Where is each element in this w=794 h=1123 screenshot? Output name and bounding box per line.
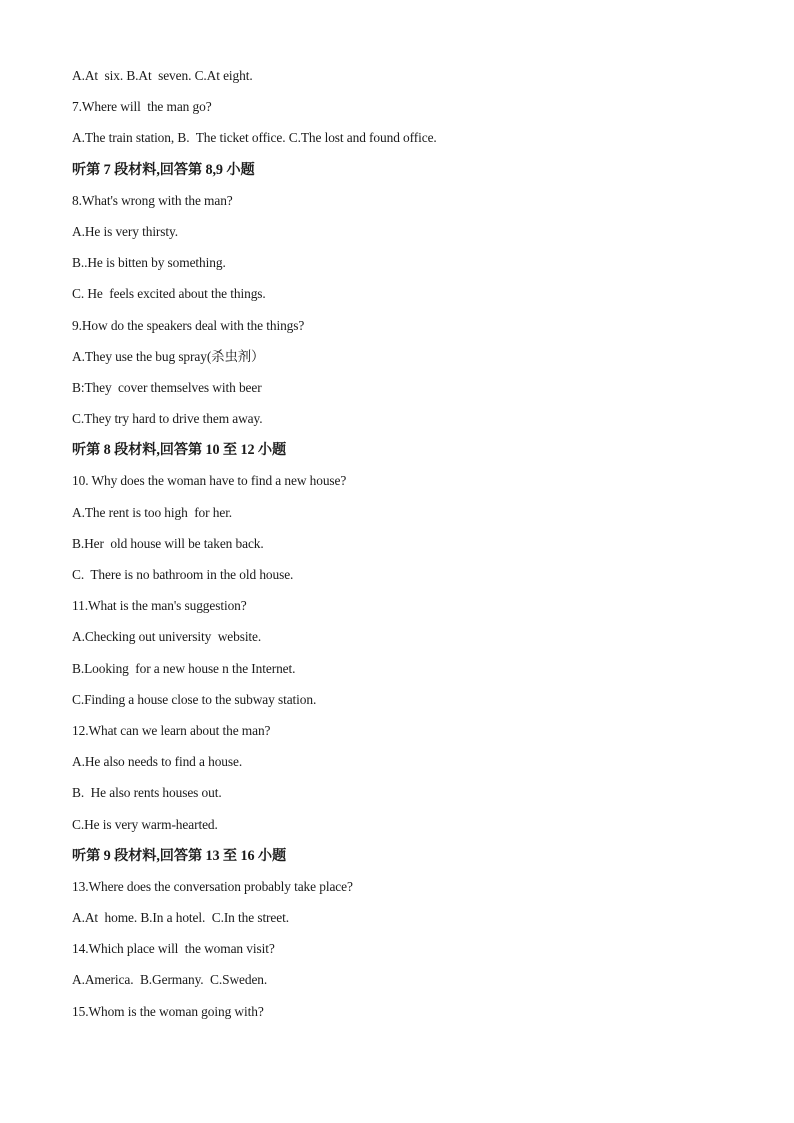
question-9: 9.How do the speakers deal with the things? [72,317,305,333]
question-11: 11.What is the man's suggestion? [72,598,247,614]
option-q12-b: B. He also rents houses out. [72,785,222,801]
option-q6: A.At six. B.At seven. C.At eight. [72,68,253,83]
option-q11-c: C.Finding a house close to the subway station. [72,691,317,707]
document-page [72,66,732,1033]
option-q14: A.America. B.Germany. C.Sweden. [72,972,268,988]
question-12: 12.What can we learn about the man? [72,722,271,738]
option-q9-a: A.They use the bug spray(杀虫剂） [72,348,265,364]
section-heading-9: 听第 9 段材料,回答第 13 至 16 小题 [72,847,287,864]
option-q12-c: C.He is very warm-hearted. [72,816,218,832]
option-q9-c: C.They try hard to drive them away. [72,411,263,427]
option-q7: A.The train station, B. The ticket office. C.The lost and found office. [72,130,437,146]
option-q8-a: A.He is very thirsty. [72,223,178,239]
section-heading-8: 听第 8 段材料,回答第 10 至 12 小题 [72,442,287,459]
option-q8-b: B..He is bitten by something. [72,255,226,271]
option-q11-a: A.Checking out university website. [72,629,262,645]
option-q11-b: B.Looking for a new house n the Internet. [72,660,296,676]
option-q13: A.At home. B.In a hotel. C.In the street. [72,910,289,926]
option-q12-a: A.He also needs to find a house. [72,754,243,770]
question-10: 10. Why does the woman have to find a new house? [72,473,347,489]
question-14: 14.Which place will the woman visit? [72,941,275,957]
option-q9-b: B:They cover themselves with beer [72,379,262,395]
question-8: 8.What's wrong with the man? [72,192,233,208]
option-q8-c: C. He feels excited about the things. [72,286,266,302]
option-q10-c: C. There is no bathroom in the old house. [72,567,294,582]
section-heading-7: 听第 7 段材料,回答第 8,9 小题 [72,161,255,178]
question-7: 7.Where will the man go? [72,99,212,115]
question-13: 13.Where does the conversation probably take place? [72,878,353,894]
question-15: 15.Whom is the woman going with? [72,1003,264,1019]
option-q10-b: B.Her old house will be taken back. [72,535,264,551]
option-q10-a: A.The rent is too high for her. [72,504,233,520]
